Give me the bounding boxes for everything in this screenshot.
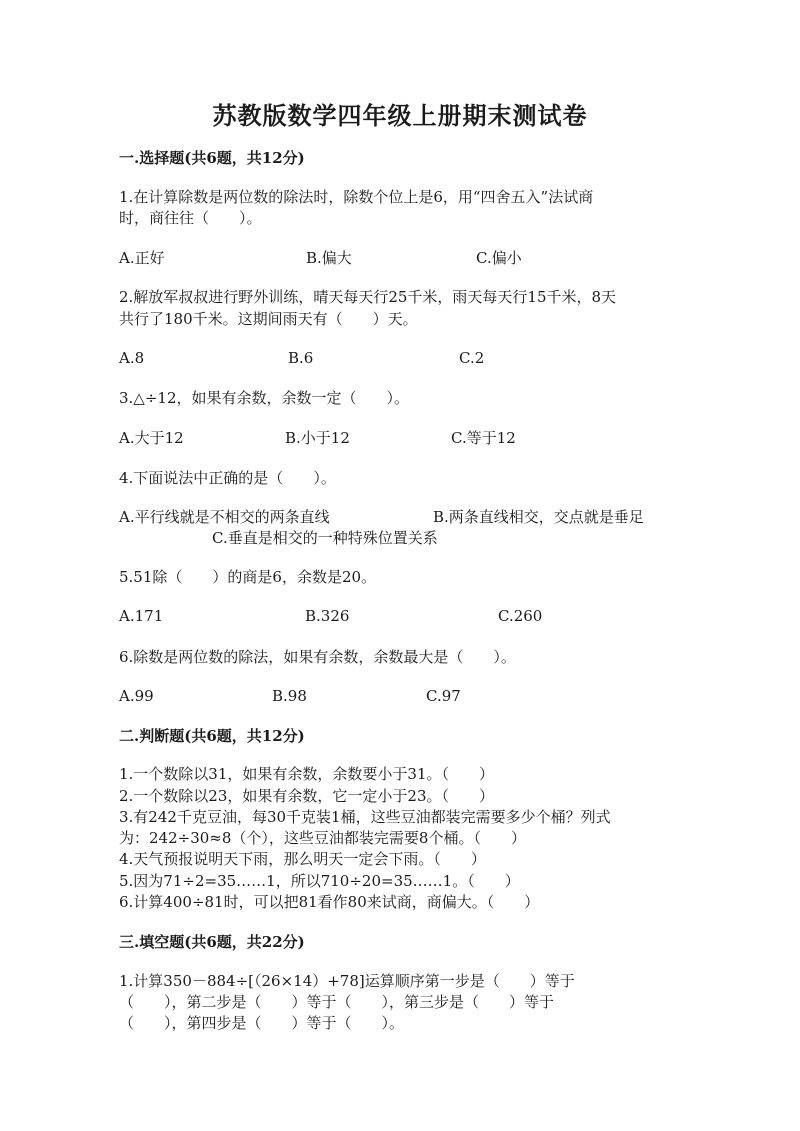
question-4-option-a: A.平行线就是不相交的两条直线 <box>119 508 330 526</box>
section-heading-judge: 二.判断题(共6题，共12分) <box>119 727 305 745</box>
question-5-text: 5.51除（ ）的商是6，余数是20。 <box>119 568 377 586</box>
page-title: 苏教版数学四年级上册期末测试卷 <box>212 101 588 130</box>
question-6-text: 6.除数是两位数的除法，如果有余数，余数最大是（ ）。 <box>119 648 516 666</box>
question-1-text-cont: 时，商往往（ ）。 <box>119 209 262 227</box>
question-1-option-b: B.偏大 <box>306 249 352 267</box>
judge-item: 5.因为71÷2=35……1，所以710÷20=35……1。（ ） <box>119 872 520 890</box>
question-5-option-a: A.171 <box>119 607 164 625</box>
judge-item: 1.一个数除以31，如果有余数，余数要小于31。（ ） <box>119 765 494 783</box>
question-2-option-a: A.8 <box>119 349 145 367</box>
question-6-option-c: C.97 <box>426 687 461 705</box>
question-3-option-b: B.小于12 <box>285 429 350 447</box>
question-3-text: 3.△÷12，如果有余数，余数一定（ ）。 <box>119 389 410 407</box>
question-2-option-c: C.2 <box>459 349 485 367</box>
question-4-option-c: C.垂直是相交的一种特殊位置关系 <box>212 529 438 547</box>
fill-item: 1.计算350－884÷[（26×14）+78]运算顺序第一步是（ ）等于 <box>119 972 575 990</box>
question-2-text: 2.解放军叔叔进行野外训练，晴天每天行25千米，雨天每天行15千米，8天 <box>119 288 617 306</box>
judge-item: 2.一个数除以23，如果有余数，它一定小于23。（ ） <box>119 787 494 805</box>
judge-item: 3.有242千克豆油，每30千克装1桶，这些豆油都装完需要多少个桶？列式 <box>119 808 611 826</box>
question-6-option-a: A.99 <box>119 687 154 705</box>
fill-item-cont: （ ），第四步是（ ）等于（ ）。 <box>119 1014 405 1032</box>
question-5-option-b: B.326 <box>305 607 350 625</box>
question-3-option-c: C.等于12 <box>451 429 516 447</box>
question-6-option-b: B.98 <box>272 687 307 705</box>
question-1-option-c: C.偏小 <box>476 249 522 267</box>
question-4-option-b: B.两条直线相交，交点就是垂足 <box>433 508 644 526</box>
question-2-text-cont: 共行了180千米。这期间雨天有（ ）天。 <box>119 310 418 328</box>
question-1-text: 1.在计算除数是两位数的除法时，除数个位上是6，用“四舍五入”法试商 <box>119 188 594 206</box>
question-5-option-c: C.260 <box>498 607 543 625</box>
question-1-option-a: A.正好 <box>119 249 165 267</box>
judge-item: 6.计算400÷81时，可以把81看作80来试商，商偏大。（ ） <box>119 893 540 911</box>
section-heading-choice: 一.选择题(共6题，共12分) <box>119 149 305 167</box>
fill-item-cont: （ ），第二步是（ ）等于（ ），第三步是（ ）等于 <box>119 993 555 1011</box>
question-4-text: 4.下面说法中正确的是（ ）。 <box>119 469 336 487</box>
judge-item-cont: 为：242÷30≈8（个），这些豆油都装完需要8个桶。（ ） <box>119 829 526 847</box>
question-2-option-b: B.6 <box>288 349 314 367</box>
judge-item: 4.天气预报说明天下雨，那么明天一定会下雨。（ ） <box>119 850 486 868</box>
section-heading-fill: 三.填空题(共6题，共22分) <box>119 933 305 951</box>
question-3-option-a: A.大于12 <box>119 429 184 447</box>
